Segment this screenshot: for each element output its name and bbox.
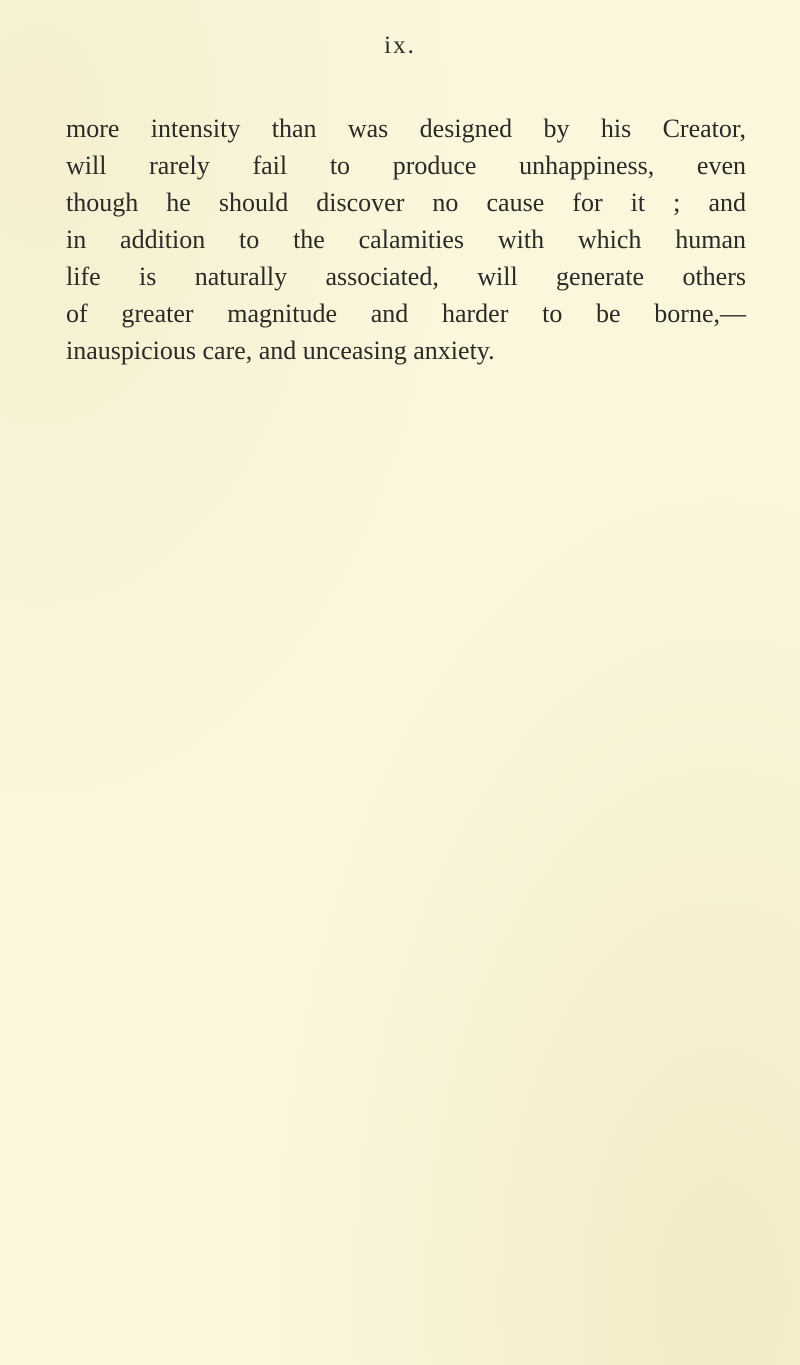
page-number: ix. [384, 32, 416, 59]
text-line-1: more intensity than was designed by his Creator, [66, 114, 746, 143]
text-line-4: in addition to the calamities with which human [66, 225, 746, 254]
text-line-5: life is naturally associated, will generate others [66, 262, 746, 291]
text-line-3: though he should discover no cause for it ; and [66, 188, 746, 217]
text-line-6: of greater magnitude and harder to be borne,— [66, 299, 746, 328]
text-line-2: will rarely fail to produce unhappiness, even [66, 151, 746, 180]
body-text [66, 110, 746, 369]
text-line-7: inauspicious care, and unceasing anxiety. [66, 336, 495, 365]
